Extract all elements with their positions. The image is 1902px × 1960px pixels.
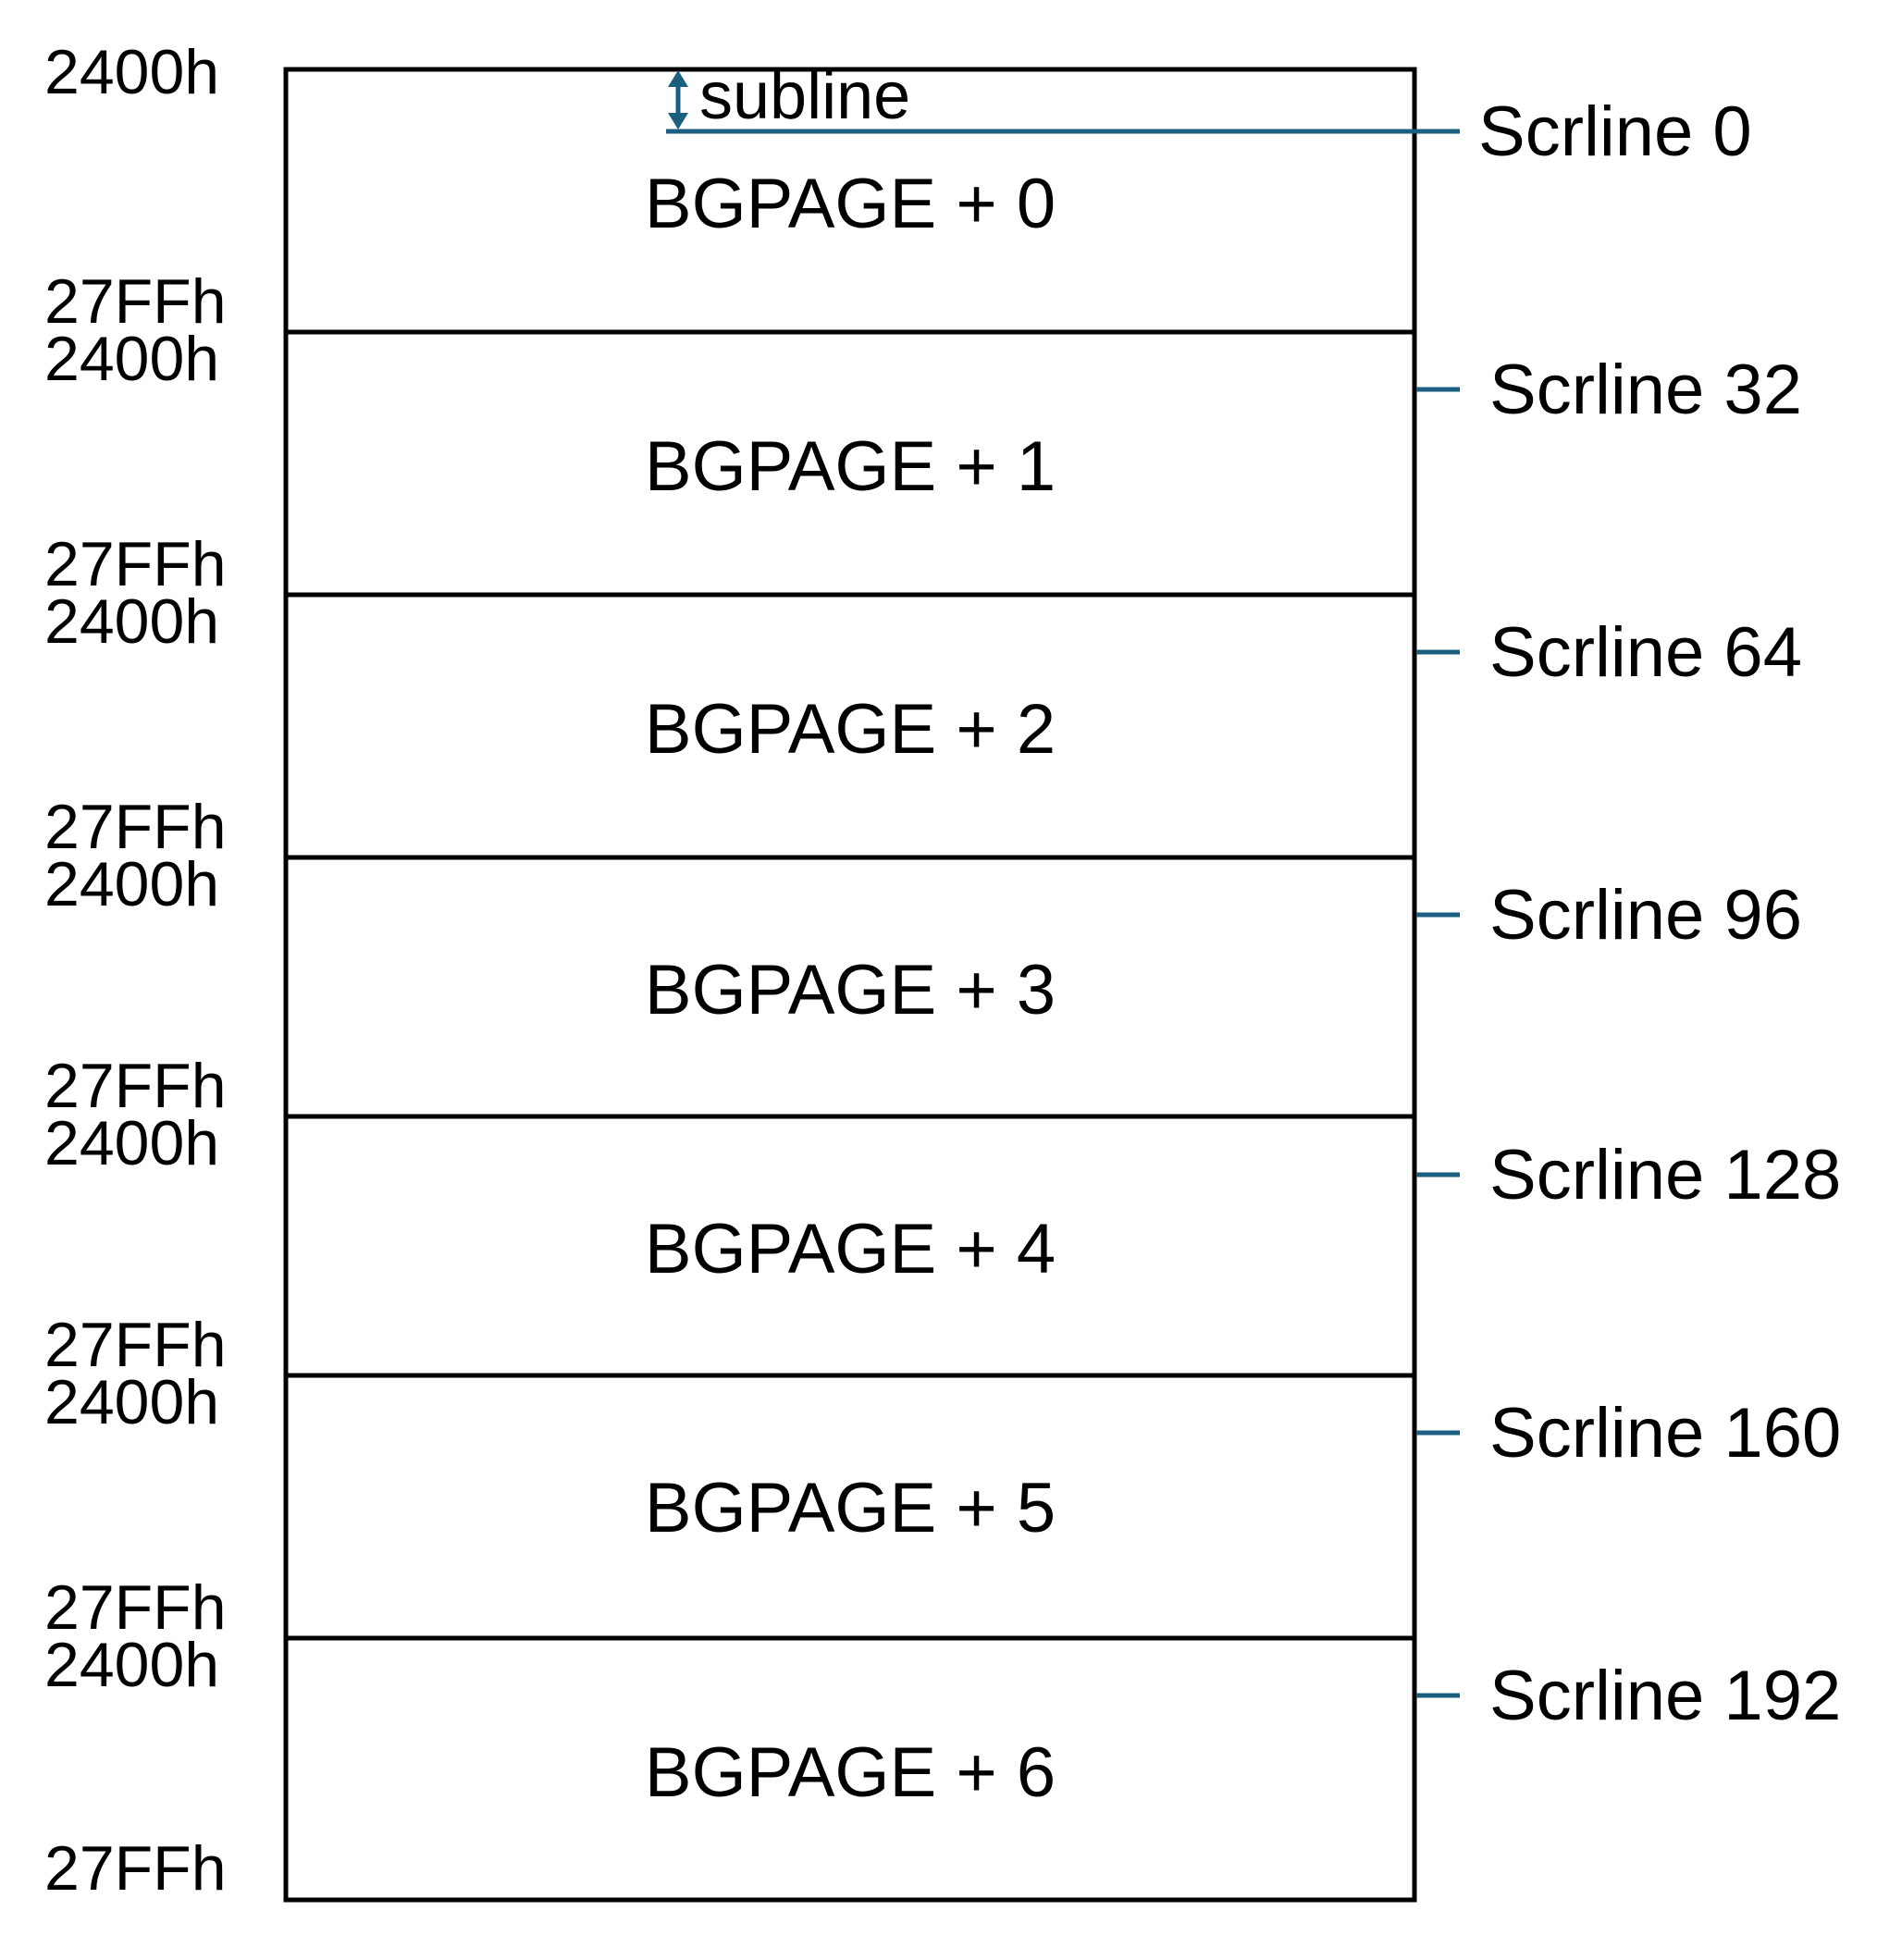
memory-block <box>286 332 1414 595</box>
block-start-address: 2400h <box>44 1367 220 1437</box>
scrline-label: Scrline 96 <box>1489 876 1802 955</box>
block-start-address: 2400h <box>44 37 220 107</box>
block-start-address: 2400h <box>44 586 220 657</box>
scrline-label: Scrline 128 <box>1489 1136 1842 1214</box>
scrline-label: Scrline 192 <box>1489 1657 1842 1735</box>
scrline-label: Scrline 160 <box>1489 1394 1842 1473</box>
block-end-address: 27FFh <box>44 1572 227 1643</box>
scrline-label: Scrline 0 <box>1478 92 1752 171</box>
scrline-label: Scrline 64 <box>1489 613 1802 692</box>
block-start-address: 2400h <box>44 1108 220 1178</box>
block-start-address: 2400h <box>44 324 220 394</box>
memory-block <box>286 1116 1414 1375</box>
memory-block <box>286 1375 1414 1638</box>
memory-block <box>286 857 1414 1116</box>
block-page-label: BGPAGE + 6 <box>644 1733 1056 1812</box>
block-end-address: 27FFh <box>44 1310 227 1380</box>
block-page-label: BGPAGE + 0 <box>644 165 1056 243</box>
block-page-label: BGPAGE + 5 <box>644 1469 1056 1547</box>
block-end-address: 27FFh <box>44 1833 227 1904</box>
memory-block <box>286 595 1414 857</box>
block-page-label: BGPAGE + 1 <box>644 427 1056 506</box>
block-end-address: 27FFh <box>44 1051 227 1121</box>
scrline-label: Scrline 32 <box>1489 351 1802 429</box>
block-start-address: 2400h <box>44 1630 220 1700</box>
memory-block <box>286 69 1414 332</box>
block-page-label: BGPAGE + 2 <box>644 690 1056 769</box>
subline-label: subline <box>699 59 911 133</box>
block-page-label: BGPAGE + 3 <box>644 951 1056 1029</box>
block-end-address: 27FFh <box>44 529 227 599</box>
block-end-address: 27FFh <box>44 792 227 862</box>
memory-block <box>286 1638 1414 1900</box>
block-start-address: 2400h <box>44 849 220 919</box>
block-end-address: 27FFh <box>44 266 227 337</box>
block-page-label: BGPAGE + 4 <box>644 1210 1056 1288</box>
